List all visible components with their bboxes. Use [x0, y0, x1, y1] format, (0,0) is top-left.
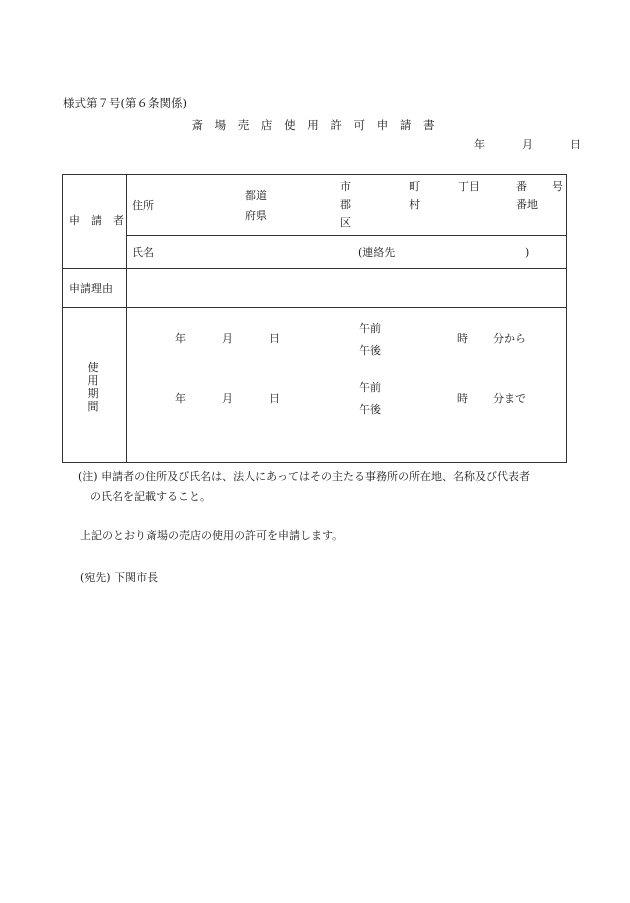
request-statement: 上記のとおり斎場の売店の使用の許可を申請します。 [80, 529, 344, 542]
end-pm-label: 午後 [359, 403, 381, 416]
start-hour-label: 時 [457, 332, 468, 345]
city-shi-label: 市 [340, 180, 351, 193]
address-name-divider [126, 235, 566, 236]
note-line-2: の氏名を記載すること。 [90, 490, 211, 503]
application-table [62, 174, 567, 463]
banchi-label: 番地 [516, 198, 538, 211]
date-month-label: 月 [522, 138, 533, 151]
addressee: (宛先) 下関市長 [80, 571, 159, 584]
contact-open-label: (連絡先 [358, 246, 396, 259]
label-column-divider [126, 175, 127, 462]
reason-label: 申請理由 [69, 282, 113, 295]
town-machi-label: 町 [409, 180, 420, 193]
start-am-label: 午前 [359, 322, 381, 335]
end-hour-label: 時 [457, 392, 468, 405]
go-label: 号 [552, 180, 563, 193]
document-title: 斎 場 売 店 使 用 許 可 申 請 書 [191, 118, 439, 132]
prefecture-top-label: 都道 [245, 189, 267, 202]
end-am-label: 午前 [359, 381, 381, 394]
end-minute-label: 分まで [493, 392, 526, 405]
city-ku-label: 区 [340, 216, 351, 229]
note-line-1: (注) 申請者の住所及び氏名は、法人にあってはその主たる事務所の所在地、名称及び代表者 [78, 470, 530, 483]
town-mura-label: 村 [409, 198, 420, 211]
date-year-label: 年 [474, 138, 485, 151]
prefecture-bottom-label: 府県 [245, 209, 267, 222]
ban-label: 番 [516, 180, 527, 193]
start-minute-label: 分から [493, 332, 526, 345]
end-day-label: 日 [269, 392, 280, 405]
contact-close-label: ) [525, 246, 530, 259]
reason-period-divider [63, 307, 566, 308]
period-label: 使用期間 [87, 361, 99, 413]
chome-label: 丁目 [458, 180, 480, 193]
end-year-label: 年 [175, 392, 186, 405]
address-label: 住所 [132, 199, 154, 212]
applicant-reason-divider [63, 268, 566, 269]
city-gun-label: 郡 [340, 198, 351, 211]
form-number: 様式第７号(第６条関係) [63, 96, 187, 110]
name-label: 氏名 [132, 246, 154, 259]
date-day-label: 日 [570, 138, 581, 151]
start-pm-label: 午後 [359, 344, 381, 357]
start-month-label: 月 [222, 332, 233, 345]
start-year-label: 年 [175, 332, 186, 345]
start-day-label: 日 [269, 332, 280, 345]
end-month-label: 月 [222, 392, 233, 405]
applicant-label: 申 請 者 [69, 214, 124, 227]
